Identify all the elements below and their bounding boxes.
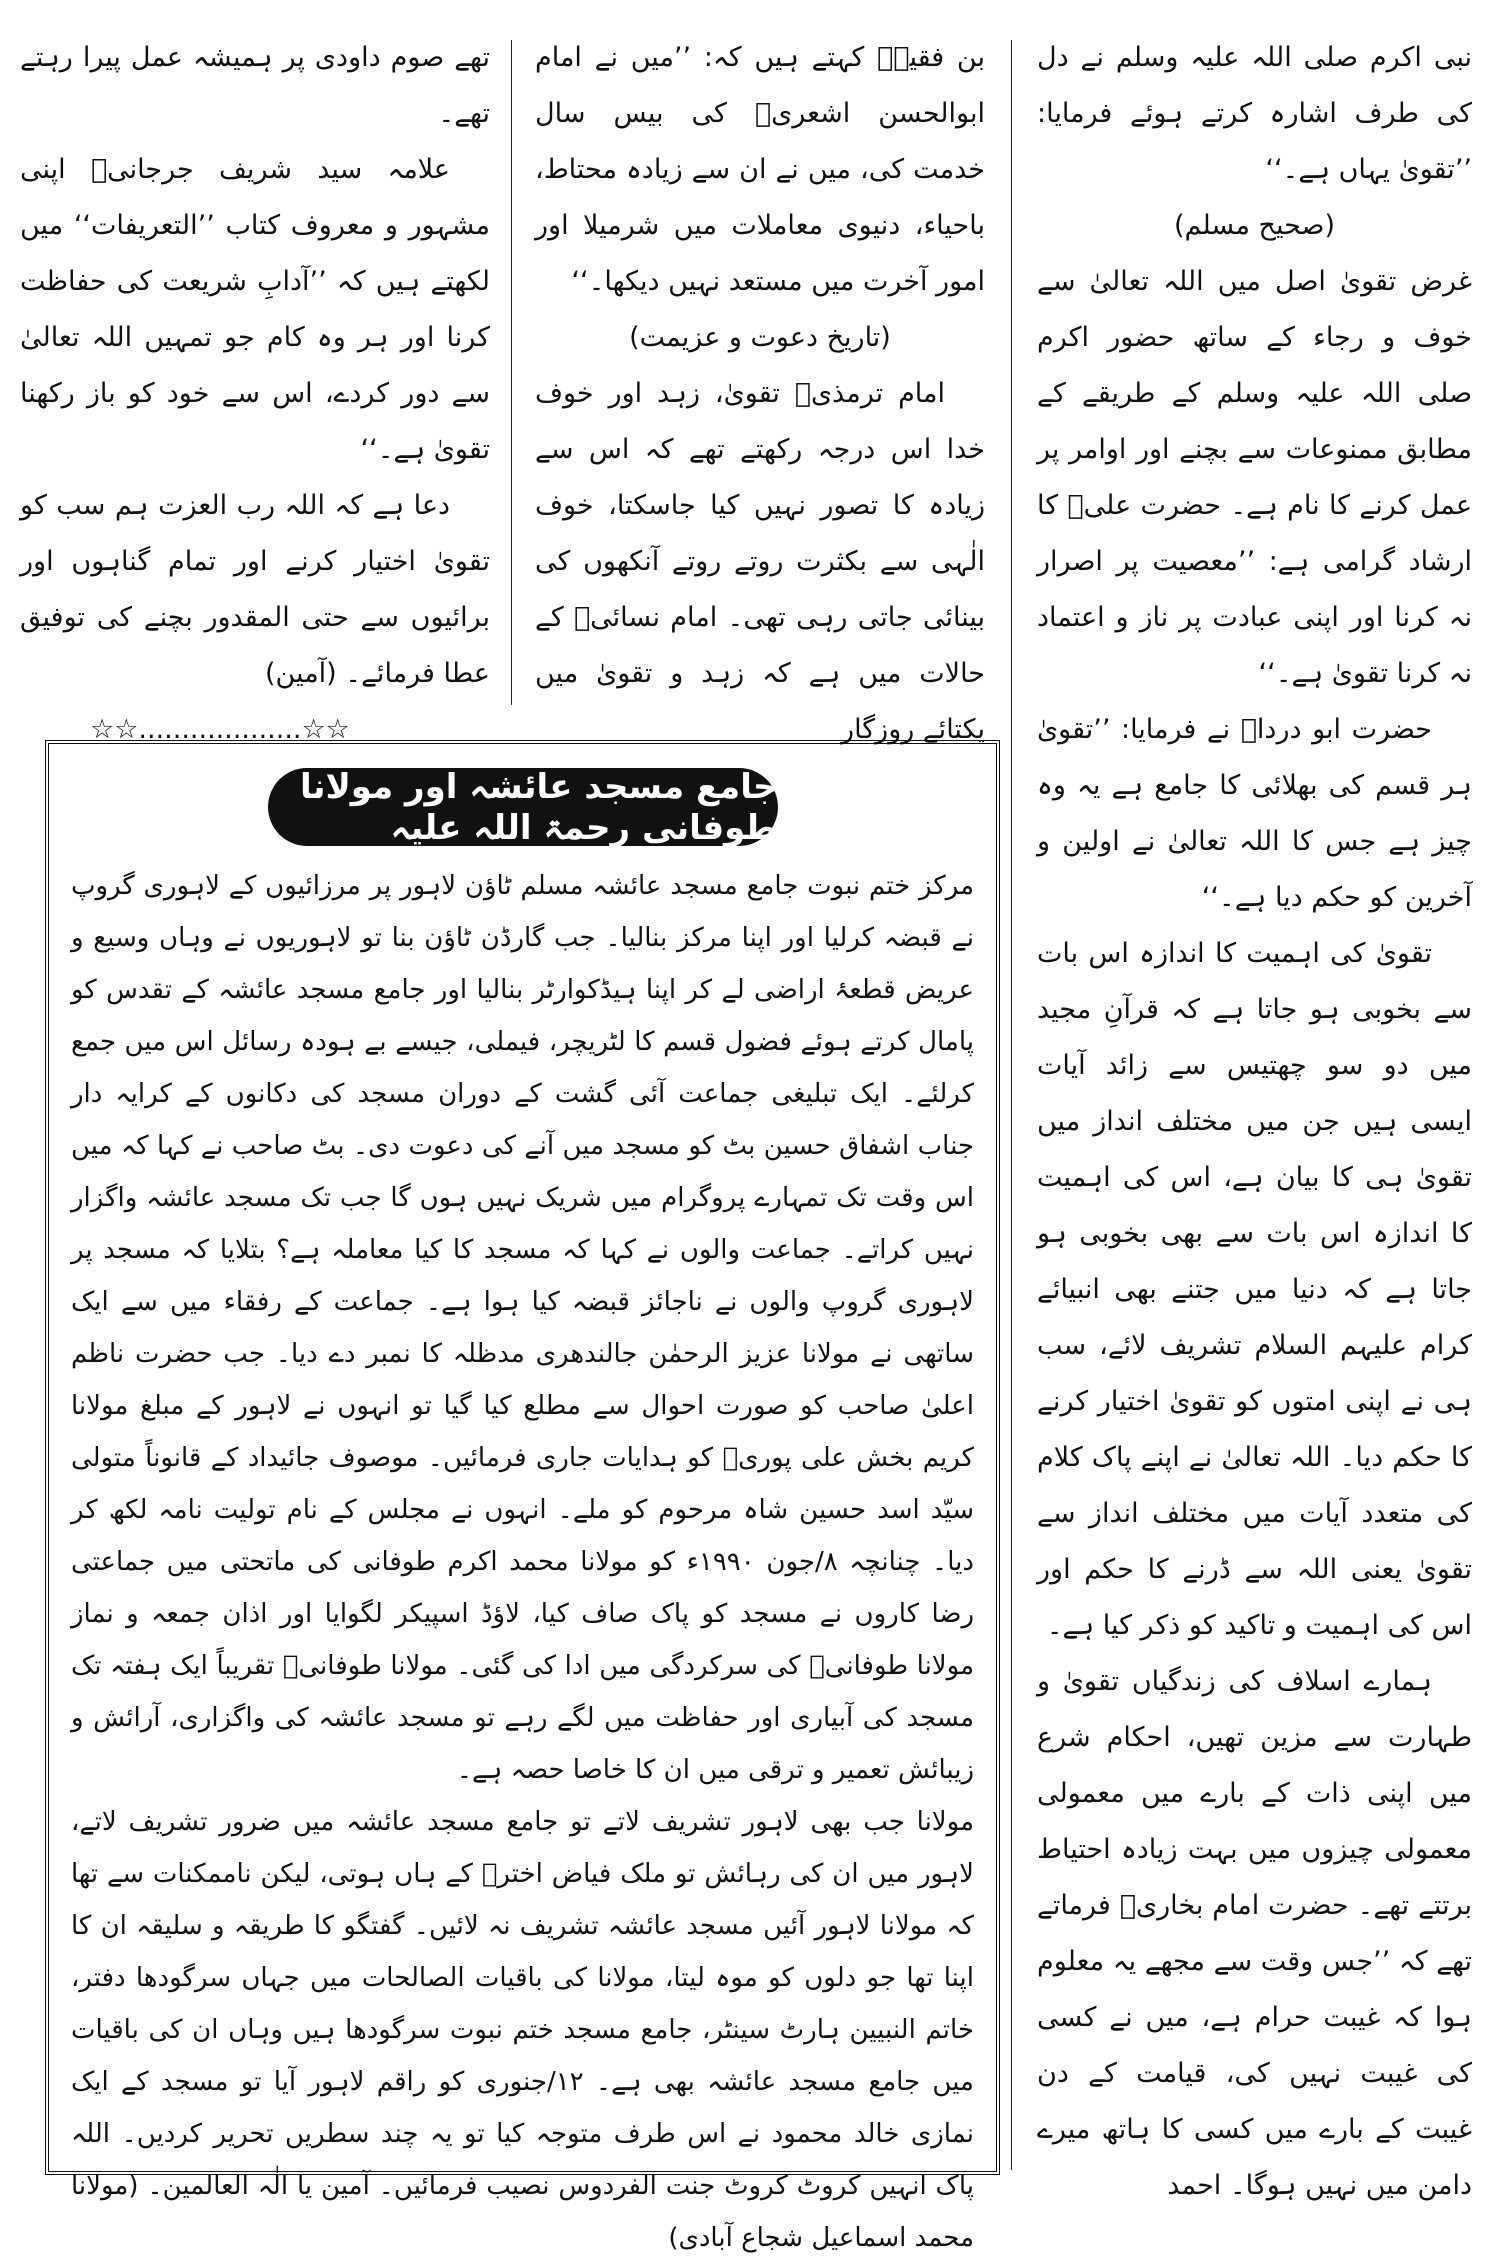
box-heading: جامع مسجد عائشہ اور مولانا طوفانی رحمۃ اللہ علیہ <box>268 768 778 846</box>
star-ornament: ☆☆...................☆☆ <box>90 714 350 745</box>
paragraph: تقویٰ کی اہمیت کا اندازہ اس بات سے بخوبی ہو جاتا ہے کہ قرآنِ مجید میں دو سو چھتیس سے زائد آیات ایسی ہیں جن میں مختلف انداز میں تقویٰ ہی کا بیان ہے، اس کی اہمیت کا اندازہ اس بات سے بھی بخوبی ہو جاتا ہے کہ دنیا میں جتنے بھی انبیائے کرام علیہم السلام تشریف لائے، سب ہی نے اپنی امتوں کو تقویٰ اختیار کرنے کا حکم دیا۔ اللہ تعالیٰ نے اپنے پاک کلام کی متعدد آیات میں مختلف انداز سے تقویٰ یعنی اللہ سے ڈرنے کا حکم اور اس کی اہمیت و تاکید کو ذکر کیا ہے۔ <box>1037 938 1472 1641</box>
paragraph: ہمارے اسلاف کی زندگیاں تقویٰ و طہارت سے مزین تھیں، احکام شرع میں اپنی ذات کے بارے میں معمولی معمولی چیزوں میں بہت زیادہ احتیاط برتتے تھے۔ حضرت امام بخاریؒ فرماتے تھے کہ ’’جس وقت سے مجھے یہ معلوم ہوا کہ غیبت حرام ہے، میں نے کسی کی غیبت نہیں کی، قیامت کے دن غیبت کے بارے میں کسی کا ہاتھ میرے دامن میں نہیں ہوگا۔ احمد <box>1037 1666 1472 2201</box>
paragraph: علامہ سید شریف جرجانیؒ اپنی مشہور و معروف کتاب ’’التعریفات‘‘ میں لکھتے ہیں کہ ’’آدابِ شریعت کی حفاظت کرنا اور ہر وہ کام جو تمہیں اللہ تعالیٰ سے دور کردے، اس سے خود کو باز رکھنا تقویٰ ہے۔‘‘ <box>20 154 490 465</box>
column-divider <box>1011 40 1012 2170</box>
citation: (تاریخ دعوت و عزیمت) <box>629 322 891 353</box>
paragraph: بن فقیہؒ کہتے ہیں کہ: ’’میں نے امام ابوالحسن اشعریؒ کی بیس سال خدمت کی، میں نے ان سے زیادہ محتاط، باحیاء، دنیوی معاملات میں شرمیلا اور امور آخرت میں مستعد نہیں دیکھا۔‘‘ <box>535 42 985 297</box>
article-column-middle <box>535 30 985 745</box>
citation: (صحیح مسلم) <box>1173 210 1336 241</box>
boxed-article <box>45 740 1000 2253</box>
paragraph: تھے صوم داودی پر ہمیشہ عمل پیرا رہتے تھے۔ <box>20 42 490 129</box>
article-column-left <box>20 30 490 745</box>
paragraph: نبی اکرم صلی اللہ علیہ وسلم نے دل کی طرف اشارہ کرتے ہوئے فرمایا: ’’تقویٰ یہاں ہے۔‘‘ <box>1037 42 1472 185</box>
box-body <box>71 860 974 2264</box>
paragraph: مولانا جب بھی لاہور تشریف لاتے تو جامع مسجد عائشہ میں ضرور تشریف لاتے، لاہور میں ان کی رہائش تو ملک فیاض اخترؔ کے ہاں ہوتی، لیکن ناممکنات سے تھا کہ مولانا لاہور آئیں مسجد عائشہ تشریف نہ لائیں۔ گفتگو کا طریقہ و سلیقہ ان کا اپنا تھا جو دلوں کو موہ لیتا، مولانا کی باقیات الصالحات میں جہاں سرگودھا دفتر، خاتم النبیین ہارٹ سینٹر، جامع مسجد ختم نبوت سرگودھا ہیں وہاں ان کی باقیات میں جامع مسجد عائشہ بھی ہے۔ ۱۲/جنوری کو راقم لاہور آیا تو مسجد کے ایک نمازی خالد محمود نے اس طرف متوجہ کیا تو یہ چند سطریں تحریر کردیں۔ اللہ پاک انہیں کروٹ کروٹ جنت الفردوس نصیب فرمائیں۔ آمین یا الٰہ العالمین۔ (مولانا محمد اسماعیل شجاع آبادی) <box>71 1807 974 2253</box>
article-column-right <box>1037 30 1472 2201</box>
closing-prayer: دعا ہے کہ اللہ رب العزت ہم سب کو تقویٰ اختیار کرنے اور تمام گناہوں اور برائیوں سے حتی المقدور بچنے کی توفیق عطا فرمائے۔ (آمین) <box>20 490 490 689</box>
paragraph: امام ترمذیؒ تقویٰ، زہد اور خوف خدا اس درجہ رکھتے تھے کہ اس سے زیادہ کا تصور نہیں کیا جاسکتا، خوف الٰہی سے بکثرت روتے روتے آنکھوں کی بینائی جاتی رہی تھی۔ امام نسائیؒ کے حالات میں ہے کہ زہد و تقویٰ میں یکتائے روزگار <box>535 378 985 745</box>
paragraph: مرکز ختم نبوت جامع مسجد عائشہ مسلم ٹاؤن لاہور پر مرزائیوں کے لاہوری گروپ نے قبضہ کرلیا اور اپنا مرکز بنالیا۔ جب گارڈن ٹاؤن بنا تو لاہوریوں نے وہاں وسیع و عریض قطعۂ اراضی لے کر اپنا ہیڈکوارٹر بنالیا اور جامع مسجد عائشہ کے تقدس کو پامال کرتے ہوئے فضول قسم کا لٹریچر، فیملی، جیسے بے ہودہ رسائل اس میں جمع کرلئے۔ ایک تبلیغی جماعت آئی گشت کے دوران مسجد کی دکانوں کے کرایہ دار جناب اشفاق حسین بٹ کو مسجد میں آنے کی دعوت دی۔ بٹ صاحب نے کہا کہ میں اس وقت تک تمہارے پروگرام میں شریک نہیں ہوں گا جب تک مسجد عائشہ واگزار نہیں کراتے۔ جماعت والوں نے کہا کہ مسجد کا کیا معاملہ ہے؟ بتلایا کہ مسجد پر لاہوری گروپ والوں نے ناجائز قبضہ کیا ہوا ہے۔ جماعت کے رفقاء میں سے ایک ساتھی نے مولانا عزیز الرحمٰن جالندھری مدظلہ کا نمبر دے دیا۔ جب حضرت ناظم اعلیٰ صاحب کو صورت احوال سے مطلع کیا گیا تو انہوں نے لاہور کے مبلغ مولانا کریم بخش علی پوریؒ کو ہدایات جاری فرمائیں۔ موصوف جائیداد کے قانوناً متولی سیّد اسد حسین شاہ مرحوم کو ملے۔ انہوں نے مجلس کے نام تولیت نامہ لکھ کر دیا۔ چنانچہ ۸/جون ۱۹۹۰ء کو مولانا محمد اکرم طوفانی کی ماتحتی میں جماعتی رضا کاروں نے مسجد کو پاک صاف کیا، لاؤڈ اسپیکر لگوایا اور اذان جمعہ و نماز مولانا طوفانیؒ کی سرکردگی میں ادا کی گئی۔ مولانا طوفانیؒ تقریباً ایک ہفتہ تک مسجد کی آبیاری اور حفاظت میں لگے رہے تو مسجد عائشہ کی واگزاری، آرائش و زیبائش تعمیر و ترقی میں ان کا خاصا حصہ ہے۔ <box>71 871 974 1785</box>
paragraph: غرض تقویٰ اصل میں اللہ تعالیٰ سے خوف و رجاء کے ساتھ حضور اکرم صلی اللہ علیہ وسلم کے طریقے کے مطابق ممنوعات سے بچنے اور اوامر پر عمل کرنے کا نام ہے۔ حضرت علیؓ کا ارشاد گرامی ہے: ’’معصیت پر اصرار نہ کرنا اور اپنی عبادت پر ناز و اعتماد نہ کرنا تقویٰ ہے۔‘‘ <box>1037 266 1472 689</box>
paragraph: حضرت ابو درداؓ نے فرمایا: ’’تقویٰ ہر قسم کی بھلائی کا جامع ہے یہ وہ چیز ہے جس کا اللہ تعالیٰ نے اولین و آخرین کو حکم دیا ہے۔‘‘ <box>1037 714 1472 913</box>
column-divider <box>511 40 512 705</box>
